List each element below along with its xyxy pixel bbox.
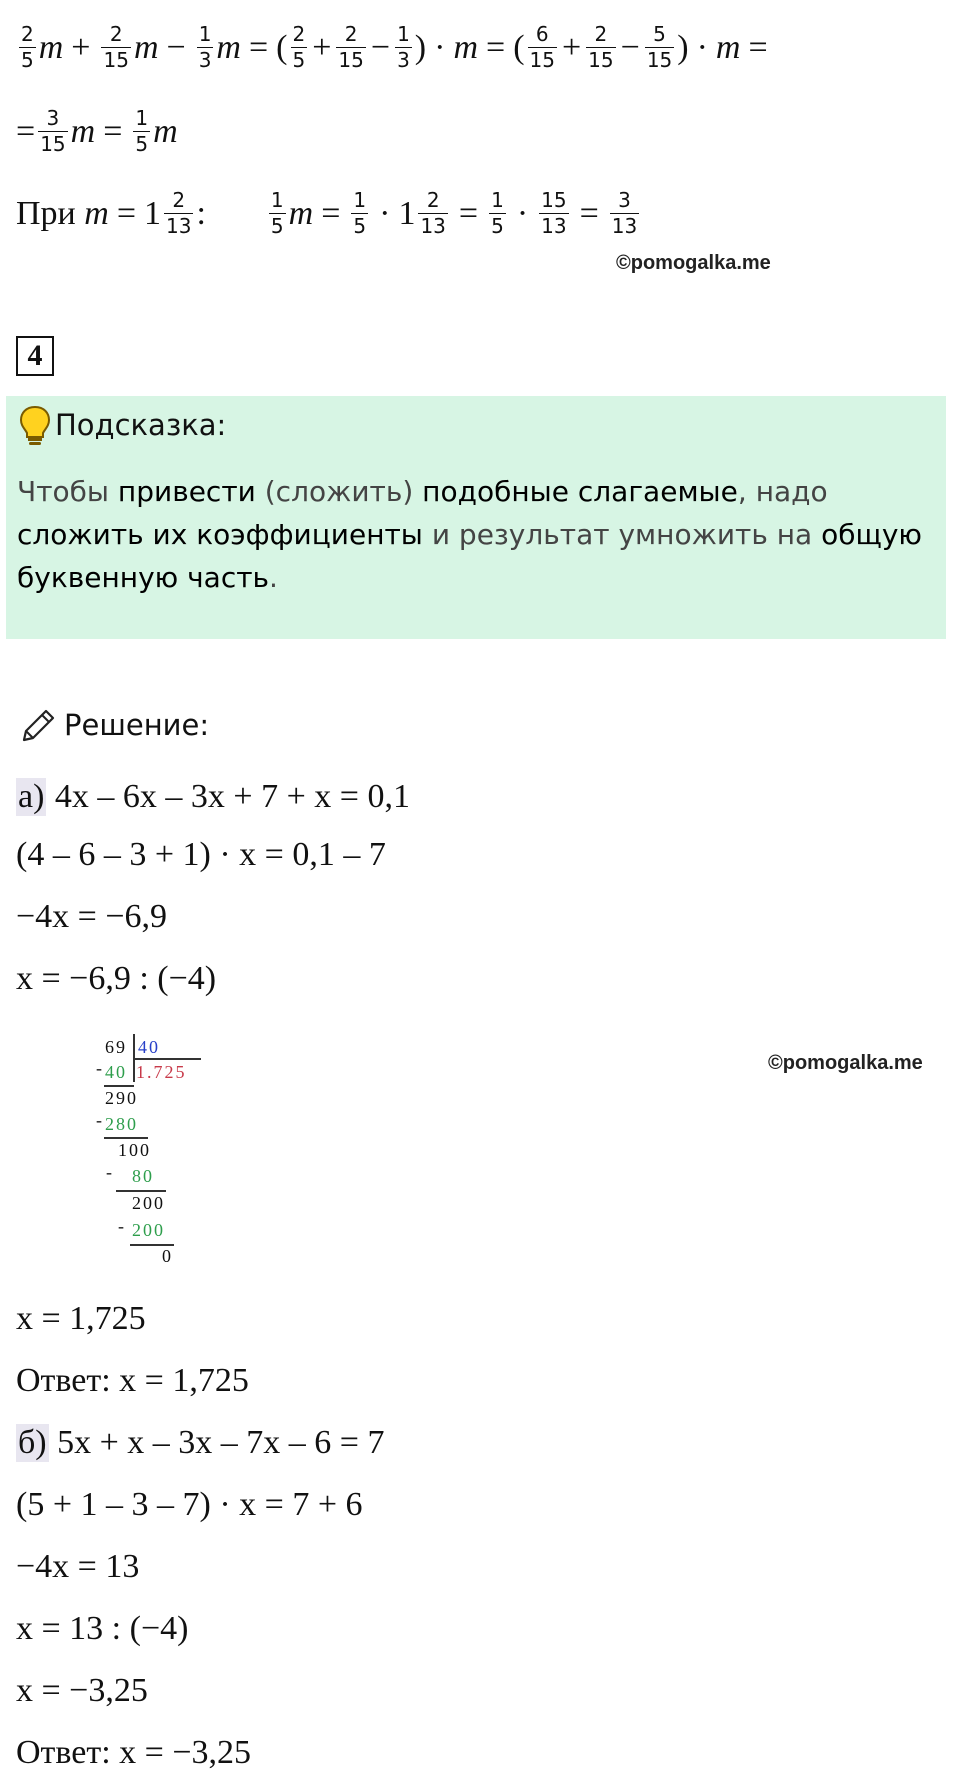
fraction: $\frac{15}{13}$ — [541, 188, 567, 238]
pencil-icon — [18, 706, 58, 751]
task-number: 4 — [16, 336, 54, 376]
fraction: $\frac{2}{13}$ — [420, 188, 446, 238]
solution-b-line-1: б) 5x + x – 3x – 7x – 6 = 7 — [18, 1424, 385, 1461]
lightbulb-icon — [18, 404, 52, 453]
hint-text-part: (сложить) — [255, 475, 423, 508]
solution-a-answer: Ответ: x = 1,725 — [16, 1362, 249, 1399]
hint-text-part: . — [269, 561, 278, 594]
fraction: $\frac{2}{13}$ — [166, 188, 192, 238]
solution-b-line-3: −4x = 13 — [16, 1548, 140, 1585]
dividend: 69 — [105, 1037, 127, 1057]
hint-emphasis: сложить их коэффициенты — [17, 518, 423, 551]
fraction: $\frac{2}{15}$ — [103, 22, 129, 72]
division-step: 280 — [105, 1114, 138, 1134]
fraction: $\frac{2}{5}$ — [292, 22, 306, 72]
division-step: 200 — [132, 1193, 165, 1213]
fraction: $\frac{1}{5}$ — [135, 106, 149, 156]
equation-line-3: При m = 1 $\frac{2}{13}$ : $\frac{1}{5}$ m = $\frac{1}{5}$ · 1 $\frac{2}{13}$ = $\frac{1}{5}$ · $\frac{15}{13}$ = $\frac{3}{13}$ — [16, 188, 638, 238]
solution-a-result: x = 1,725 — [16, 1300, 146, 1337]
division-step: 200 — [132, 1220, 165, 1240]
hint-text-part: , надо — [737, 475, 828, 508]
hint-emphasis: общую буквенную часть — [17, 518, 923, 594]
solution-b-line-4: x = 13 : (−4) — [16, 1610, 189, 1647]
watermark: ©pomogalka.me — [616, 252, 771, 274]
hint-emphasis: привести — [117, 475, 256, 508]
solution-a-line-2: (4 – 6 – 3 + 1) · x = 0,1 – 7 — [16, 836, 386, 873]
fraction: $\frac{1}{3}$ — [198, 22, 212, 72]
equation-line-2: = $\frac{3}{15}$ m = $\frac{1}{5}$ m — [16, 106, 178, 156]
solution-a-line-1: а) 4x – 6x – 3x + 7 + x = 0,1 — [18, 778, 410, 815]
division-step: 0 — [162, 1246, 173, 1266]
quotient: 1.725 — [136, 1062, 187, 1082]
hint-text-part: Чтобы — [17, 475, 118, 508]
fraction: $\frac{2}{5}$ — [21, 22, 34, 72]
hint-title: Подсказка: — [55, 408, 227, 442]
fraction: $\frac{3}{15}$ — [40, 106, 66, 156]
fraction: $\frac{1}{5}$ — [353, 188, 367, 238]
division-step: 80 — [132, 1166, 154, 1186]
fraction: $\frac{3}{13}$ — [611, 188, 638, 238]
solution-b-answer: Ответ: x = −3,25 — [16, 1734, 252, 1771]
part-label: б) — [18, 1424, 47, 1461]
fraction: $\frac{2}{15}$ — [338, 22, 364, 72]
division-step: 290 — [105, 1088, 138, 1108]
fraction: $\frac{2}{15}$ — [588, 22, 614, 72]
solution-title: Решение: — [64, 708, 210, 742]
fraction: $\frac{5}{15}$ — [646, 22, 673, 72]
division-step: 40 — [105, 1062, 127, 1082]
solution-b-line-2: (5 + 1 – 3 – 7) · x = 7 + 6 — [16, 1486, 363, 1523]
equation-line-1: $\frac{2}{5}$ m + $\frac{2}{15}$ m − $\frac{1}{3}$ m = ( $\frac{2}{5}$ + $\frac{2}{15}$ − $\frac{1}{3}$ ) · m = ( $\frac{6}{15}$ + $\frac{2}{15}$ − $\frac{5}{15}$ ) · m = — [21, 22, 768, 72]
fraction: $\frac{1}{3}$ — [397, 22, 410, 72]
hint-text — [17, 470, 937, 599]
solution-a-line-3: −4x = −6,9 — [16, 898, 168, 935]
division-step: 100 — [118, 1140, 151, 1160]
solution-b-line-5: x = −3,25 — [16, 1672, 148, 1709]
watermark: ©pomogalka.me — [768, 1052, 923, 1074]
divisor: 40 — [138, 1037, 160, 1057]
solution-a-line-4: x = −6,9 : (−4) — [16, 960, 217, 997]
part-label: а) — [18, 778, 45, 815]
hint-emphasis: подобные слагаемые — [422, 475, 738, 508]
hint-text-part: и результат умножить на — [422, 518, 822, 551]
fraction: $\frac{1}{5}$ — [270, 188, 284, 238]
division-bracket-bar — [133, 1058, 201, 1060]
fraction: $\frac{1}{5}$ — [491, 188, 504, 238]
fraction: $\frac{6}{15}$ — [529, 22, 555, 72]
